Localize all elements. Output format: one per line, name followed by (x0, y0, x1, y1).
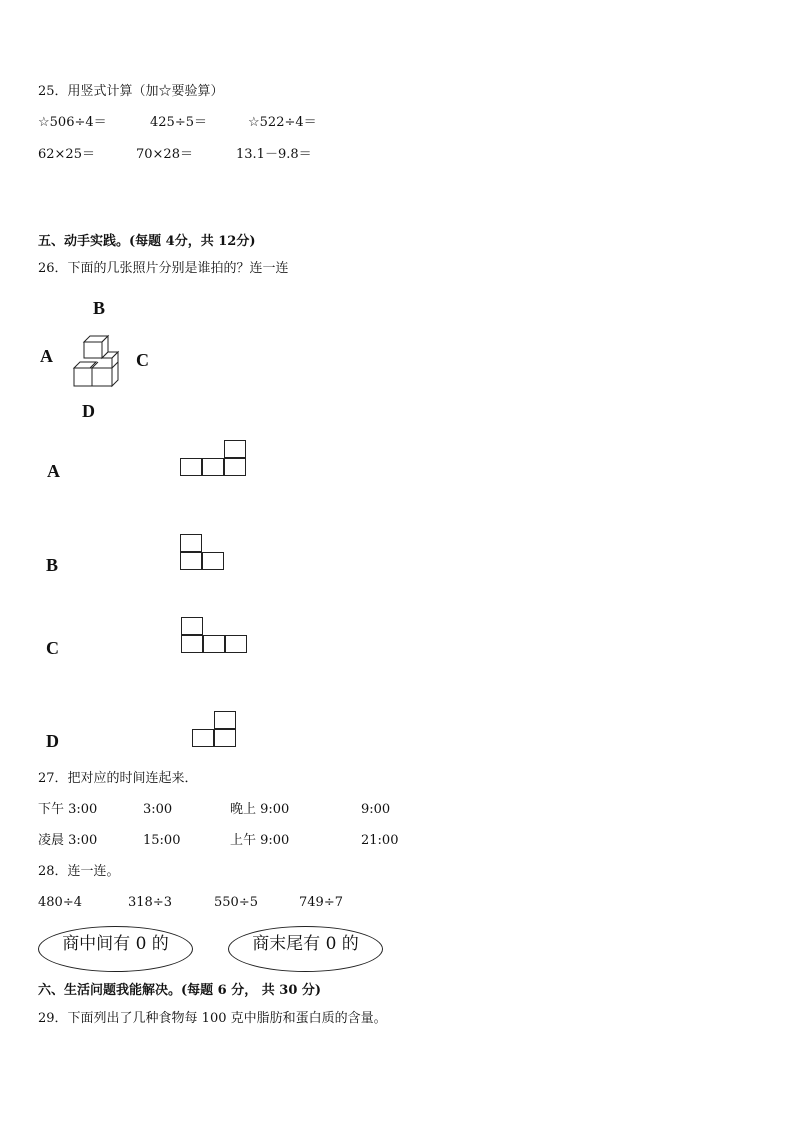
direction-label-left: A (40, 346, 53, 366)
q25-problem-5: 70×28＝ (136, 147, 193, 162)
q25-title: 25．用竖式计算（加☆要验算） (38, 84, 224, 99)
view-d-grid (192, 711, 242, 751)
view-c-cell (203, 635, 225, 653)
direction-label-right: C (136, 350, 149, 370)
q27-title: 27．把对应的时间连起来． (38, 771, 198, 786)
q27-time-3: 晚上 9:00 (230, 802, 290, 817)
view-d-cell (214, 711, 236, 729)
section5-title: 五、动手实践。(每题 4分，共 12分) (38, 234, 256, 249)
q28-title: 28．连一连。 (38, 864, 120, 879)
view-label-a: A (47, 461, 60, 481)
q27-time-2: 3:00 (143, 802, 173, 817)
q27-time-1: 下午 3:00 (38, 802, 98, 817)
q27-time-7: 上午 9:00 (230, 833, 290, 848)
view-c-grid (181, 617, 251, 657)
view-a-grid (180, 440, 250, 480)
view-c-cell (181, 635, 203, 653)
q26-title: 26．下面的几张照片分别是谁拍的？连一连 (38, 261, 289, 276)
direction-label-top: B (93, 298, 106, 318)
q29-title: 29．下面列出了几种食物每 100 克中脂肪和蛋白质的含量。 (38, 1011, 387, 1026)
q25-problem-4: 62×25＝ (38, 147, 95, 162)
view-b-grid (180, 534, 230, 574)
view-a-cell (224, 458, 246, 476)
view-label-c: C (46, 638, 59, 658)
view-b-cell (202, 552, 224, 570)
q25-problem-2: 425÷5＝ (150, 115, 207, 130)
direction-label-bottom: D (82, 401, 95, 421)
cube-stack-figure (70, 332, 130, 392)
view-b-cell (180, 534, 202, 552)
view-c-cell (225, 635, 247, 653)
view-d-cell (192, 729, 214, 747)
view-c-cell (181, 617, 203, 635)
q27-time-8: 21:00 (361, 833, 399, 848)
q27-time-5: 凌晨 3:00 (38, 833, 98, 848)
q25-problem-3: ☆522÷4＝ (248, 115, 317, 130)
q28-item-2: 318÷3 (128, 895, 172, 910)
view-b-cell (180, 552, 202, 570)
view-a-cell (202, 458, 224, 476)
section6-title: 六、生活问题我能解决。(每题 6 分， 共 30 分) (38, 983, 322, 998)
q28-item-3: 550÷5 (214, 895, 258, 910)
q28-item-4: 749÷7 (299, 895, 343, 910)
view-d-cell (214, 729, 236, 747)
q25-problem-1: ☆506÷4＝ (38, 115, 107, 130)
q27-time-6: 15:00 (143, 833, 181, 848)
q27-time-4: 9:00 (361, 802, 391, 817)
view-label-b: B (46, 555, 59, 575)
q28-item-1: 480÷4 (38, 895, 82, 910)
oval-middle-zero: 商中间有 0 的 (38, 926, 193, 972)
view-label-d: D (46, 731, 59, 751)
view-a-cell (224, 440, 246, 458)
q25-problem-6: 13.1－9.8＝ (236, 147, 312, 162)
view-a-cell (180, 458, 202, 476)
oval-end-zero: 商末尾有 0 的 (228, 926, 383, 972)
